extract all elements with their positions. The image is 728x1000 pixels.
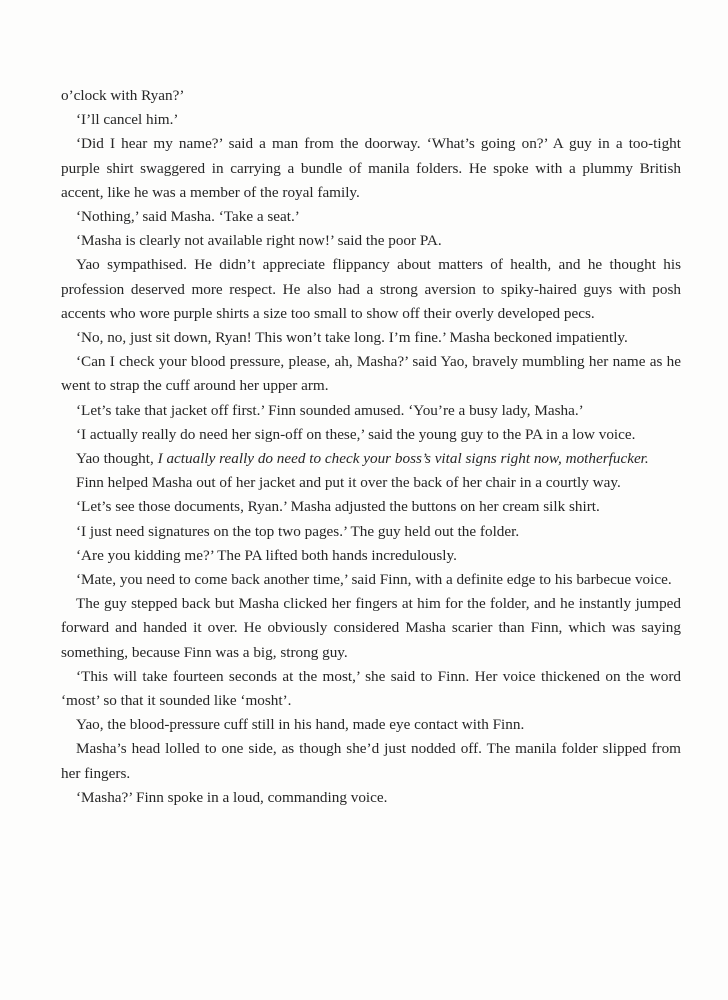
paragraph-italic-thought: I actually really do need to check your boss’s vital signs right now, motherfucker. (157, 450, 649, 468)
paragraph: ‘Masha?’ Finn spoke in a loud, commanding voice. (76, 788, 388, 806)
paragraph: ‘I’ll cancel him.’ (76, 111, 179, 129)
paragraph: Yao, the blood-pressure cuff still in his hand, made eye contact with Finn. (76, 716, 525, 734)
paragraph: Yao sympathised. He didn’t appreciate flippancy about matters of health, and he thought his profession deserved more respect. He also had a strong aversion to spiky-haired guys with posh accents who wore purple shirts a size too small to show off their overly developed pecs. (61, 256, 681, 322)
paragraph-lead: Yao thought, (76, 450, 158, 468)
paragraph-mixed (61, 447, 681, 471)
paragraph: ‘Did I hear my name?’ said a man from the doorway. ‘What’s going on?’ A guy in a too-tight purple shirt swaggered in carrying a bundle of manila folders. He spoke with a plummy British accent, like he was a member of the royal family. (61, 135, 681, 201)
paragraph: ‘Can I check your blood pressure, please, ah, Masha?’ said Yao, bravely mumbling her name as he went to strap the cuff around her upper arm. (61, 353, 681, 395)
paragraph: The guy stepped back but Masha clicked her fingers at him for the folder, and he instantly jumped forward and handed it over. He obviously considered Masha scarier than Finn, which was saying something, because Finn was a big, strong guy. (61, 595, 681, 661)
paragraph: ‘Are you kidding me?’ The PA lifted both hands incredulously. (76, 546, 457, 564)
paragraph: o’clock with Ryan?’ (61, 87, 185, 104)
body-text (61, 84, 681, 810)
paragraph: ‘Mate, you need to come back another time,’ said Finn, with a definite edge to his barbecue voice. (76, 571, 672, 589)
paragraph: ‘This will take fourteen seconds at the most,’ she said to Finn. Her voice thickened on the word ‘most’ so that it sounded like ‘mosht’. (61, 667, 681, 710)
paragraph: ‘I just need signatures on the top two pages.’ The guy held out the folder. (76, 522, 520, 540)
paragraph: ‘I actually really do need her sign-off on these,’ said the young guy to the PA in a low voice. (76, 425, 636, 443)
paragraph: ‘Masha is clearly not available right now!’ said the poor PA. (76, 232, 442, 250)
paragraph: ‘Let’s take that jacket off first.’ Finn sounded amused. ‘You’re a busy lady, Masha.’ (76, 401, 584, 419)
paragraph: Finn helped Masha out of her jacket and put it over the back of her chair in a courtly way. (76, 474, 621, 492)
paragraph: Masha’s head lolled to one side, as though she’d just nodded off. The manila folder slipped from her fingers. (61, 740, 681, 782)
paragraph: ‘Let’s see those documents, Ryan.’ Masha adjusted the buttons on her cream silk shirt. (76, 498, 600, 516)
paragraph: ‘No, no, just sit down, Ryan! This won’t take long. I’m fine.’ Masha beckoned impatiently. (76, 329, 628, 347)
paragraph: ‘Nothing,’ said Masha. ‘Take a seat.’ (76, 208, 300, 226)
